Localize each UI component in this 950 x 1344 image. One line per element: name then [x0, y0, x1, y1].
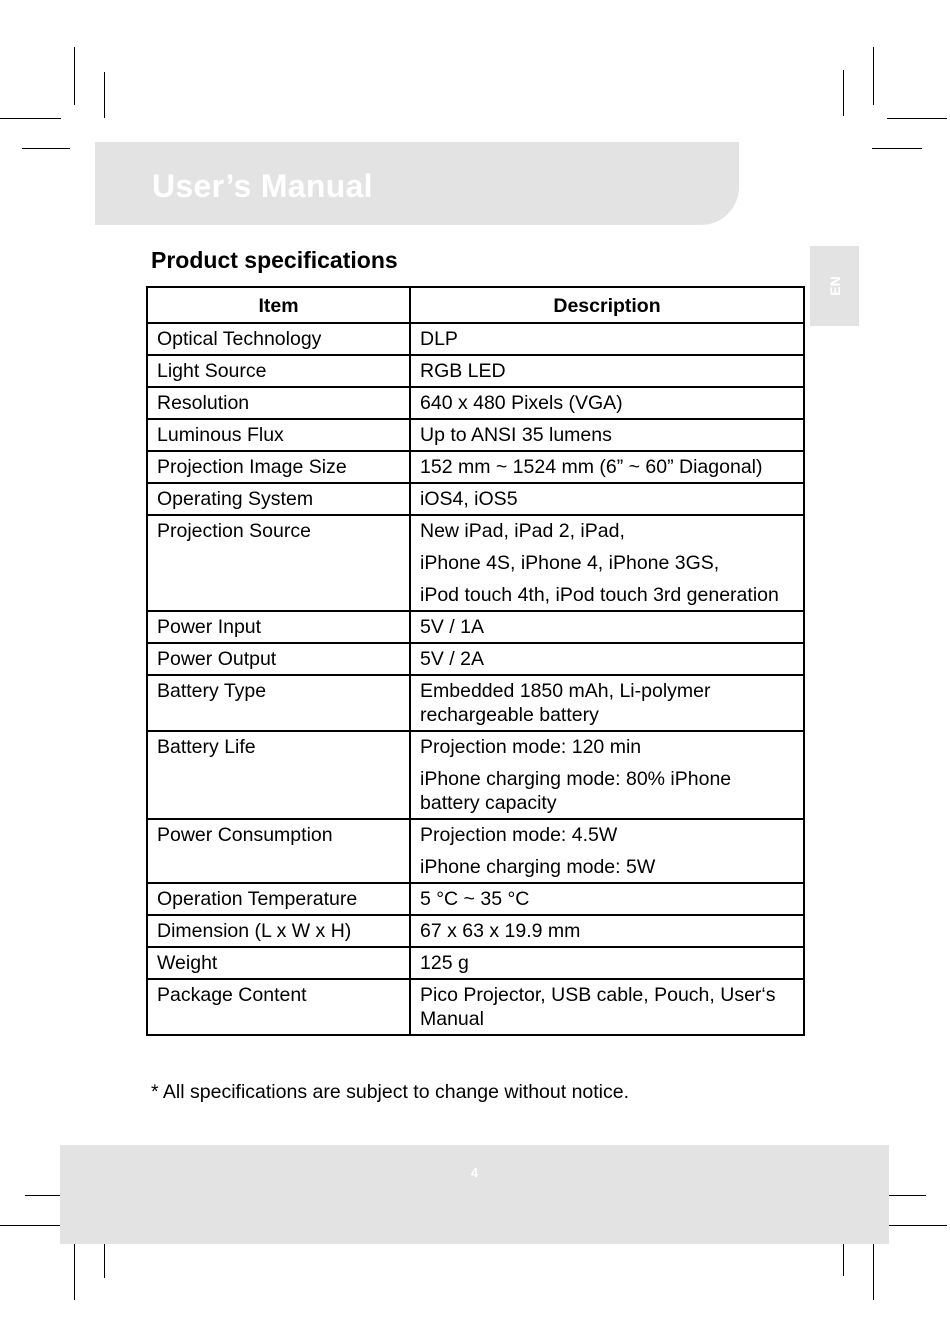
- table-row: [147, 355, 804, 387]
- description-line: Embedded 1850 mAh, Li-polymer rechargeable battery: [420, 680, 711, 726]
- crop-mark: [74, 1242, 75, 1300]
- spec-item-cell: Power Consumption: [147, 819, 410, 883]
- spec-description-cell: [410, 419, 804, 451]
- table-row: [147, 611, 804, 643]
- table-row: [147, 323, 804, 355]
- description-line: iPhone charging mode: 5W: [420, 856, 656, 878]
- description-line: Projection mode: 4.5W: [420, 824, 618, 846]
- spec-item-cell: Power Output: [147, 643, 410, 675]
- spec-description-cell: [410, 355, 804, 387]
- description-line: Projection mode: 120 min: [420, 736, 642, 758]
- spec-item-cell: Operation Temperature: [147, 883, 410, 915]
- description-line: 152 mm ~ 1524 mm (6” ~ 60” Diagonal): [420, 456, 763, 478]
- spec-description-cell: [410, 515, 804, 611]
- crop-mark: [873, 47, 874, 105]
- page-number: 4: [470, 1165, 479, 1180]
- description-line: 640 x 480 Pixels (VGA): [420, 392, 623, 414]
- crop-mark: [22, 148, 70, 149]
- column-header-description: Description: [410, 287, 804, 323]
- description-line: 67 x 63 x 19.9 mm: [420, 920, 581, 942]
- crop-mark: [0, 118, 61, 119]
- language-tab: [810, 246, 859, 326]
- table-row: [147, 643, 804, 675]
- spec-description-cell: [410, 915, 804, 947]
- description-line: iPhone 4S, iPhone 4, iPhone 3GS,: [420, 552, 720, 574]
- spec-item-cell: Light Source: [147, 355, 410, 387]
- crop-mark: [74, 47, 75, 105]
- description-line: iPod touch 4th, iPod touch 3rd generation: [420, 584, 779, 606]
- spec-item-cell: Optical Technology: [147, 323, 410, 355]
- footer-band: [60, 1145, 889, 1244]
- description-line: 125 g: [420, 952, 469, 974]
- section-title: Product specifications: [151, 247, 398, 273]
- spec-description-cell: [410, 819, 804, 883]
- table-row: [147, 947, 804, 979]
- crop-mark: [873, 1242, 874, 1300]
- table-row: [147, 675, 804, 731]
- table-row: [147, 915, 804, 947]
- spec-item-cell: Projection Source: [147, 515, 410, 611]
- table-row: [147, 731, 804, 819]
- spec-description-cell: [410, 979, 804, 1035]
- spec-item-cell: Weight: [147, 947, 410, 979]
- spec-item-cell: Battery Type: [147, 675, 410, 731]
- description-line: iPhone charging mode: 80% iPhone battery capacity: [420, 768, 732, 814]
- spec-description-cell: [410, 731, 804, 819]
- description-line: iOS4, iOS5: [420, 488, 518, 510]
- description-line: Pico Projector, USB cable, Pouch, User‘s Manual: [420, 984, 776, 1030]
- spec-item-cell: Power Input: [147, 611, 410, 643]
- description-line: RGB LED: [420, 360, 506, 382]
- spec-description-cell: [410, 451, 804, 483]
- crop-mark: [0, 1225, 61, 1226]
- crop-mark: [887, 1225, 947, 1226]
- crop-mark: [872, 148, 922, 149]
- description-line: Up to ANSI 35 lumens: [420, 424, 612, 446]
- spec-item-cell: Projection Image Size: [147, 451, 410, 483]
- table-row: [147, 387, 804, 419]
- spec-item-cell: Resolution: [147, 387, 410, 419]
- language-label: EN: [826, 276, 843, 296]
- disclaimer-note: * All specifications are subject to change without notice.: [151, 1081, 630, 1103]
- description-line: 5 °C ~ 35 °C: [420, 888, 530, 910]
- spec-description-cell: [410, 947, 804, 979]
- spec-table-body: [147, 323, 804, 1035]
- description-line: DLP: [420, 328, 458, 350]
- description-line: New iPad, iPad 2, iPad,: [420, 520, 625, 542]
- table-row: [147, 819, 804, 883]
- spec-description-cell: [410, 675, 804, 731]
- table-row: [147, 419, 804, 451]
- spec-description-cell: [410, 643, 804, 675]
- crop-mark: [887, 118, 947, 119]
- table-row: [147, 979, 804, 1035]
- table-row: [147, 483, 804, 515]
- description-line: 5V / 1A: [420, 616, 484, 638]
- table-header-row: [147, 287, 804, 323]
- table-row: [147, 883, 804, 915]
- spec-item-cell: Dimension (L x W x H): [147, 915, 410, 947]
- spec-description-cell: [410, 611, 804, 643]
- spec-item-cell: Luminous Flux: [147, 419, 410, 451]
- spec-item-cell: Operating System: [147, 483, 410, 515]
- spec-table: [146, 286, 805, 1036]
- table-row: [147, 451, 804, 483]
- description-line: 5V / 2A: [420, 648, 484, 670]
- manual-title: User’s Manual: [152, 168, 373, 204]
- spec-description-cell: [410, 323, 804, 355]
- spec-description-cell: [410, 483, 804, 515]
- spec-item-cell: Battery Life: [147, 731, 410, 819]
- spec-description-cell: [410, 387, 804, 419]
- spec-item-cell: Package Content: [147, 979, 410, 1035]
- spec-description-cell: [410, 883, 804, 915]
- crop-mark: [843, 70, 844, 116]
- column-header-item: Item: [147, 287, 410, 323]
- crop-mark: [104, 72, 105, 118]
- table-row: [147, 515, 804, 611]
